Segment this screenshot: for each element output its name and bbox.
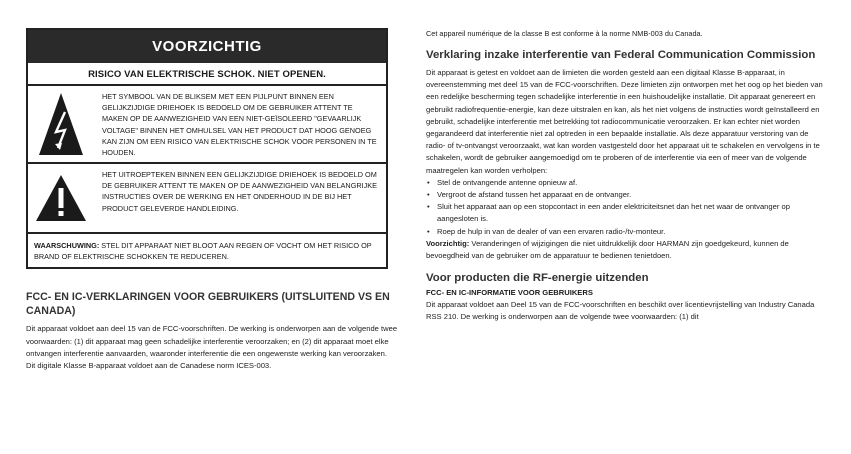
- fcc-ic-body: [26, 323, 414, 372]
- caution-box: [26, 28, 388, 269]
- caution-footer: [28, 234, 386, 267]
- measures-list: [426, 177, 826, 238]
- rf-paragraph: Dit apparaat voldoet aan Deel 15 van de FCC-voorschriften en beschikt over licentievrijstelling van Industry Canada RSS 210. De werking is onderworpen aan de volgende twee voorwaarden: (1) dit: [426, 300, 815, 322]
- caution-subtitle: RISICO VAN ELEKTRISCHE SCHOK. NIET OPENEN.: [28, 63, 386, 86]
- caution-label: Voorzichtig:: [426, 238, 470, 248]
- caution-title: VOORZICHTIG: [28, 30, 386, 63]
- fcc-interference-body: [426, 67, 826, 262]
- exclamation-row: [28, 164, 386, 234]
- fcc-interference-title: Verklaring inzake interferentie van Federal Communication Commission: [426, 49, 816, 61]
- exclamation-warning-icon: [28, 164, 94, 232]
- list-item: • Roep de hulp in van de dealer of van een ervaren radio-/tv-monteur.: [426, 226, 826, 238]
- rf-body: [426, 299, 826, 323]
- warning-text: STEL DIT APPARAAT NIET BLOOT AAN REGEN OF VOCHT OM HET RISICO OP BRAND OF ELEKTRISCHE SCHOKKEN TE REDUCEREN.: [34, 241, 372, 262]
- warning-label: WAARSCHUWING:: [34, 241, 100, 250]
- fcc-ic-info-subhead: FCC- EN IC-INFORMATIE VOOR GEBRUIKERS: [426, 288, 593, 298]
- fcc-ic-title: FCC- EN IC-VERKLARINGEN VOOR GEBRUIKERS (UITSLUITEND VS EN CANADA): [26, 291, 390, 318]
- ices-paragraph: Dit digitale Klasse B-apparaat voldoet aan de Canadese norm ICES-003.: [26, 361, 272, 371]
- rf-products-title: Voor producten die RF-energie uitzenden: [426, 272, 649, 285]
- right-column: [426, 28, 826, 324]
- lightning-description: HET SYMBOOL VAN DE BLIKSEM MET EEN PIJLPUNT BINNEN EEN GELIJKZIJDIGE DRIEHOEK IS BEDOELD OM DE GEBRUIKER ATTENT TE MAKEN OP DE AANWEZIGHEID VAN EEN NIET-GEÏSOLEERD "GEVAARLIJK VOLTAGE" BINNEN HET OMHULSEL VAN HET PRODUCT DAT HOOG GENOEG KAN ZIJN OM EEN RISICO VAN ELEKTRISCHE SCHOK VOOR PERSONEN IN TE HOUDEN.: [102, 92, 377, 158]
- lightning-warning-icon: [28, 86, 94, 162]
- list-item: • Vergroot de afstand tussen het apparaat en de ontvanger.: [426, 189, 826, 201]
- lightning-row: [28, 86, 386, 164]
- caution-paragraph: [426, 238, 826, 262]
- interference-paragraph: Dit apparaat is getest en voldoet aan de limieten die worden gesteld aan een digitaal Klasse B-apparaat, in overeenstemming met deel 15 van de FCC-voorschriften. Deze limieten zijn ontworpen met het oog op het bieden van een redelijke bescherming tegen schadelijke interferentie in een huishoudelijke installatie. Dit apparaat genereert en gebruikt radiofrequentie-energie, kan deze uitstralen en kan, als het niet volgens de instructies wordt geïnstalleerd en gebruikt, schadelijke interferentie met betrekking tot radiocommunicatie veroorzaken. Er kan echter niet worden gegarandeerd dat interferentie niet zal optreden in een bepaalde installatie. Als deze apparatuur verstoring van de radio- of tv-ontvangst veroorzaakt, wat kan worden vastgesteld door het apparaat uit te schakelen en vervolgens in te schakelen, wordt de gebruiker aangemoedigd om te proberen of de interferentie via een of meer van de volgende maatregelen kan worden verholpen:: [426, 68, 823, 175]
- caution-text: Veranderingen of wijzigingen die niet uitdrukkelijk door HARMAN zijn goedgekeurd, kunnen de bevoegdheid van de gebruiker om de apparatuur te bedienen tenietdoen.: [426, 238, 789, 261]
- list-item: • Stel de ontvangende antenne opnieuw af.: [426, 177, 826, 189]
- fcc-ic-paragraph: Dit apparaat voldoet aan deel 15 van de FCC-voorschriften. De werking is onderworpen aan de volgende twee voorwaarden: (1) dit apparaat mag geen schadelijke interferentie veroorzaken; en (2) dit apparaat moet elke ontvangen interferentie aanvaarden, waaronder interferentie die een ongewenste werking kan veroorzaken.: [26, 324, 398, 358]
- left-column: [26, 28, 414, 372]
- nmb-paragraph: Cet appareil numérique de la classe B est conforme à la norme NMB-003 du Canada.: [426, 29, 703, 38]
- list-item: • Sluit het apparaat aan op een stopcontact in een ander elektriciteitsnet dan het net waar de ontvanger op aangesloten is.: [426, 201, 826, 225]
- exclamation-description: HET UITROEPTEKEN BINNEN EEN GELIJKZIJDIGE DRIEHOEK IS BEDOELD OM DE GEBRUIKER ATTENT TE MAKEN OP DE AANWEZIGHEID VAN BELANGRIJKE INSTRUCTIES OVER DE WERKING EN HET ONDERHOUD IN DE BIJ HET PRODUCT GELEVERDE HANDLEIDING.: [102, 170, 378, 213]
